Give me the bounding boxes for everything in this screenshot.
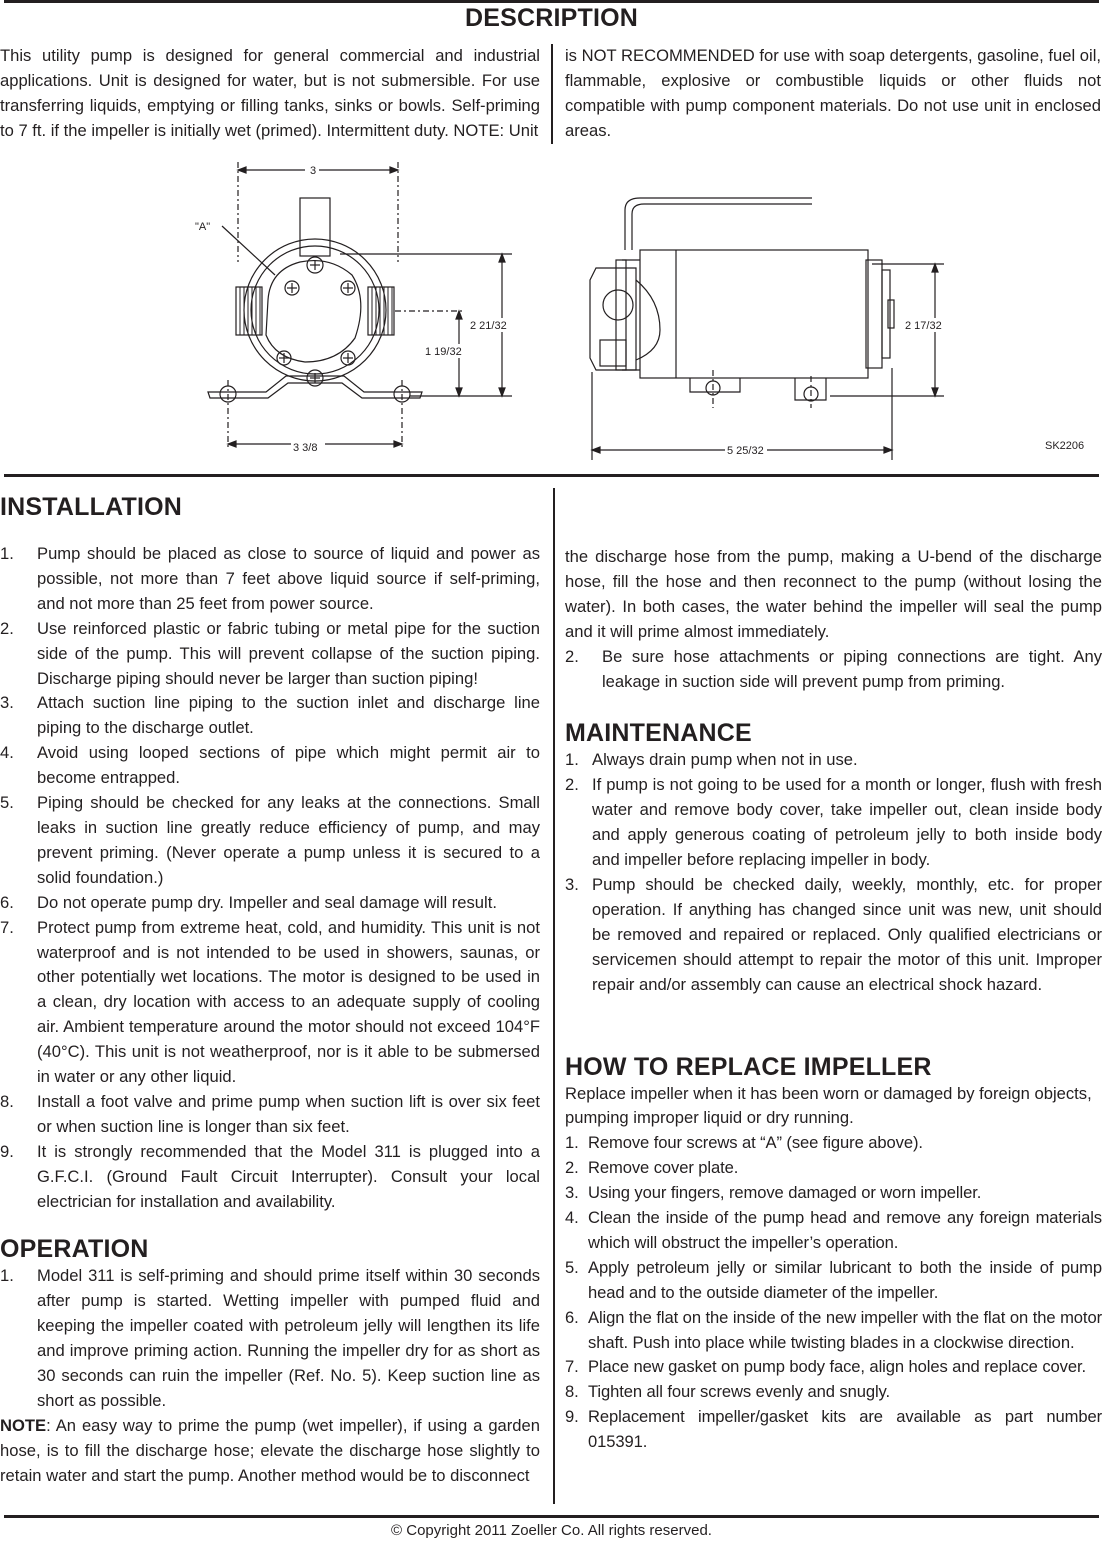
impeller-intro: Replace impeller when it has been worn or damaged by foreign objects, pumping improper liquid or dry running. (565, 1083, 1092, 1128)
list-item: 2. Remove cover plate. (565, 1158, 739, 1178)
operation-list-continued (565, 645, 1102, 695)
list-item: 3. Using your fingers, remove damaged or worn impeller. (565, 1183, 982, 1203)
impeller-list (565, 1131, 1102, 1455)
description-left: This utility pump is designed for general commercial and industrial applications. Unit is designed for water, but is not submersible. For use transferring liquids, emptying or filling tanks, sinks or bowls. Self-priming to 7 ft. if the impeller is initially wet (primed). Intermittent duty. NOTE: Unit (0, 46, 540, 140)
list-item: 9. It is strongly recommended that the Model 311 is plugged into a G.F.C.I. (Ground Fault Circuit Interrupter). Consult your local electrician for installation and availability. (0, 1141, 540, 1211)
list-item: 6. Align the flat on the inside of the new impeller with the flat on the motor shaft. Push into place while twisting blades in a clockwise direction. (565, 1307, 1102, 1352)
list-item: 2. Use reinforced plastic or fabric tubing or metal pipe for the suction side of the pump. This will prevent collapse of the suction piping. Discharge piping should never be larger than suction piping! (0, 618, 540, 688)
list-item: 9. Replacement impeller/gasket kits are available as part number 015391. (565, 1407, 1102, 1452)
dim-front-height: 2 21/32 (470, 320, 507, 332)
list-item: 1. Model 311 is self-priming and should prime itself within 30 seconds after pump is started. Wetting impeller with pumped fluid and keeping the impeller coated with petroleum jelly will lengthen its life and improve priming action. Running the impeller dry for as short as 30 seconds can ruin the impeller (Ref. No. 5). Keep suction line as short as possible. (0, 1266, 540, 1410)
list-item: 5. Piping should be checked for any leaks at the connections. Small leaks in suction line greatly reduce efficiency of pump, and may prevent priming. (Never operate a pump unless it is secured to a solid foundation.) (0, 793, 540, 887)
list-item: 1. Always drain pump when not in use. (565, 750, 858, 770)
list-item: 6. Do not operate pump dry. Impeller and seal damage will result. (0, 892, 497, 912)
bottom-rule (4, 1515, 1099, 1518)
list-item: 2. Be sure hose attachments or piping connections are tight. Any leakage in suction side will prevent pump from priming. (565, 646, 1102, 691)
dim-side-height: 2 17/32 (905, 320, 942, 332)
list-item: 8. Tighten all four screws evenly and snugly. (565, 1382, 891, 1402)
installation-heading: INSTALLATION (0, 493, 183, 521)
list-item: 1. Pump should be placed as close to source of liquid and power as possible, not more than 7 feet above liquid source if self-priming, and not more than 25 feet from power source. (0, 544, 540, 613)
figure-rule (4, 474, 1099, 477)
operation-heading: OPERATION (0, 1235, 149, 1264)
list-item: 7. Protect pump from extreme heat, cold, and humidity. This unit is not waterproof and is not intended to be used in showers, saunas, or other potentially wet locations. The motor is designed to be used in a clean, dry location with access to an adequate supply of cooling air. Ambient temperature around the motor should not exceed 104°F (40°C). This unit is not weatherproof, nor is it able to be submersed in water or any other liquid. (0, 917, 540, 1087)
list-item: 3. Pump should be checked daily, weekly, monthly, etc. for proper operation. If anything has changed since unit was new, unit should be removed and repaired or replaced. Only qualified electricians or servicemen should attempt to repair the motor of this unit. Improper repair and/or assembly can cause an electrical shock hazard. (565, 874, 1102, 994)
list-item: 8. Install a foot valve and prime pump when suction lift is over six feet or when suction line is longer than six feet. (0, 1091, 540, 1136)
label-a: "A" (195, 221, 211, 233)
list-item: 3. Attach suction line piping to the suction inlet and discharge line piping to the discharge outlet. (0, 693, 540, 738)
top-rule (4, 0, 1099, 3)
dim-base-width: 3 3/8 (293, 442, 318, 454)
dim-top-width: 3 (310, 165, 317, 177)
list-item: 4. Clean the inside of the pump head and remove any foreign materials which will obstruct the impeller’s operation. (565, 1208, 1102, 1252)
column-divider (553, 488, 555, 1504)
list-item: 7. Place new gasket on pump body face, align holes and replace cover. (565, 1357, 1086, 1377)
dim-center-height: 1 19/32 (425, 346, 462, 358)
list-item: 4. Avoid using looped sections of pipe which might permit air to become entrapped. (0, 743, 540, 788)
list-item: 5. Apply petroleum jelly or similar lubricant to both the inside of pump head and to the outside diameter of the impeller. (565, 1257, 1102, 1302)
operation-list (0, 1264, 540, 1413)
copyright: © Copyright 2011 Zoeller Co. All rights reserved. (391, 1522, 712, 1539)
impeller-heading: HOW TO REPLACE IMPELLER (565, 1052, 932, 1081)
maintenance-heading: MAINTENANCE (565, 719, 752, 748)
description-right: is NOT RECOMMENDED for use with soap detergents, gasoline, fuel oil, flammable, explosive or combustible liquids or other fluids not compatible with pump component materials. Do not use unit in enclosed areas. (565, 46, 1101, 140)
left-column (0, 492, 540, 1489)
sheet-code: SK2206 (1045, 440, 1085, 452)
installation-list (0, 542, 540, 1214)
description-divider (551, 44, 553, 144)
right-column (565, 545, 1102, 1455)
list-item: 2. If pump is not going to be used for a month or longer, flush with fresh water and remove body cover, take impeller out, clean inside body and apply generous coating of petroleum jelly to both inside body and impeller before replacing impeller in body. (565, 775, 1102, 870)
side-view-drawing (590, 198, 944, 460)
list-item: 1. Remove four screws at “A” (see figure above). (565, 1133, 923, 1153)
pump-dimension-figure (0, 148, 1103, 468)
operation-note-continued: the discharge hose from the pump, making a U-bend of the discharge hose, fill the hose and then reconnect to the pump (without losing the water). In both cases, the water behind the impeller will seal the pump and it will prime almost immediately. (565, 547, 1102, 641)
description-heading: DESCRIPTION (464, 4, 639, 32)
front-view-drawing (208, 162, 512, 450)
operation-note: NOTE: An easy way to prime the pump (wet impeller), if using a garden hose, is to fill the discharge hose; elevate the discharge hose slightly to retain water and start the pump. Another method would be to disconnect (0, 1415, 540, 1485)
maintenance-list (565, 748, 1102, 997)
dim-length: 5 25/32 (727, 445, 764, 457)
